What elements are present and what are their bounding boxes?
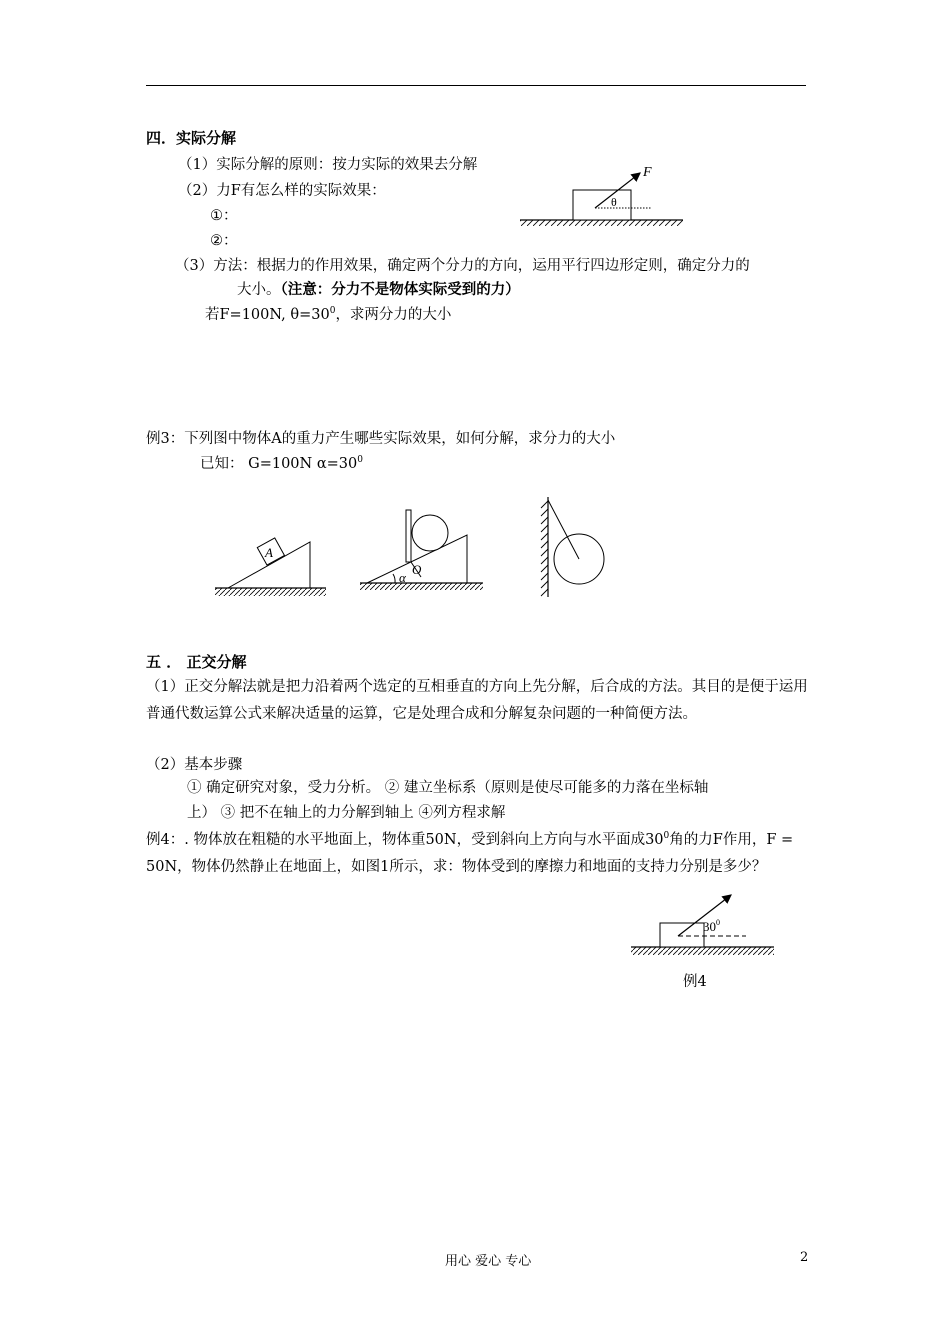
- section4-item1: ①：: [210, 208, 238, 224]
- section4-title: 四．实际分解: [146, 129, 237, 147]
- section4-note: （注意：分力不是物体实际受到的力）: [280, 282, 520, 298]
- header-rule: [146, 85, 806, 86]
- example4-caption: 例4: [683, 974, 707, 990]
- example4-text-pre: 例4：. 物体放在粗糙的水平地面上，物体重50N，受到斜向上方向与水平面成30: [146, 831, 664, 848]
- example4-text: [146, 823, 808, 881]
- section4-given-pre: 若F=100N, θ=30: [205, 307, 330, 323]
- section4-p2: （2）力F有怎么样的实际效果：: [178, 183, 386, 199]
- wall-ball-figure: [535, 492, 615, 602]
- section4-p3-line1: （3）方法：根据力的作用效果，确定两个分力的方向，运用平行四边形定则，确定分力的: [175, 258, 750, 274]
- section4-given-sup: 0: [329, 306, 336, 317]
- section5-p1: （1）正交分解法就是把力沿着两个选定的互相垂直的方向上先分解，后合成的方法。其目的是便于运用普通代数运算公式来解决适量的运算，它是处理合成和分解复杂问题的一种简便方法。: [146, 679, 808, 722]
- section4-p1: （1）实际分解的原则：按力实际的效果去分解: [178, 157, 478, 173]
- fig-O-label: O: [412, 562, 422, 577]
- example3-given-sup: 0: [357, 455, 363, 466]
- fig-angle-label: [703, 918, 720, 934]
- fig-alpha-label: α: [399, 570, 406, 585]
- incline-ball-figure: [355, 505, 485, 600]
- page-number: 2: [800, 1250, 809, 1265]
- section5-steps-line1: ① 确定研究对象，受力分析。 ② 建立坐标系（原则是使尽可能多的力落在坐标轴: [187, 780, 709, 796]
- fig-theta-label: θ: [611, 195, 617, 209]
- fig-angle-sup: 0: [716, 918, 720, 927]
- section5-p2: （2）基本步骤: [146, 757, 243, 773]
- fig-F-label: F: [643, 165, 652, 180]
- example4-text-post: 角的力F作用，F = 50N，物体仍然静止在地面上，如图1所示，求：物体受到的摩擦力和地面的支持力分别是多少？: [146, 831, 794, 875]
- section4-p3-line2: [237, 278, 520, 299]
- example4-figure: [628, 880, 778, 970]
- footer-center: 用心 爱心 专心: [445, 1254, 532, 1269]
- section4-given-post: ，求两分力的大小: [335, 307, 452, 323]
- fig-angle-value: 30: [703, 919, 716, 934]
- fig-A-label: A: [265, 545, 273, 560]
- force-block-figure: [515, 160, 685, 235]
- example3-given: [200, 452, 363, 473]
- section5-title: 五 ． 正交分解: [146, 653, 247, 671]
- section4-p3-size: 大小。: [237, 282, 281, 298]
- section4-item2: ②：: [210, 233, 238, 249]
- example3-text: 例3：下列图中物体A的重力产生哪些实际效果，如何分解，求分力的大小: [146, 431, 616, 447]
- incline-block-figure: [210, 530, 330, 605]
- section4-given: [205, 303, 451, 324]
- example4-text-sup: 0: [663, 831, 670, 841]
- example3-given-pre: 已知： G=100N α=30: [200, 456, 358, 472]
- section5-steps-line2: 上） ③ 把不在轴上的力分解到轴上 ④列方程求解: [187, 805, 506, 821]
